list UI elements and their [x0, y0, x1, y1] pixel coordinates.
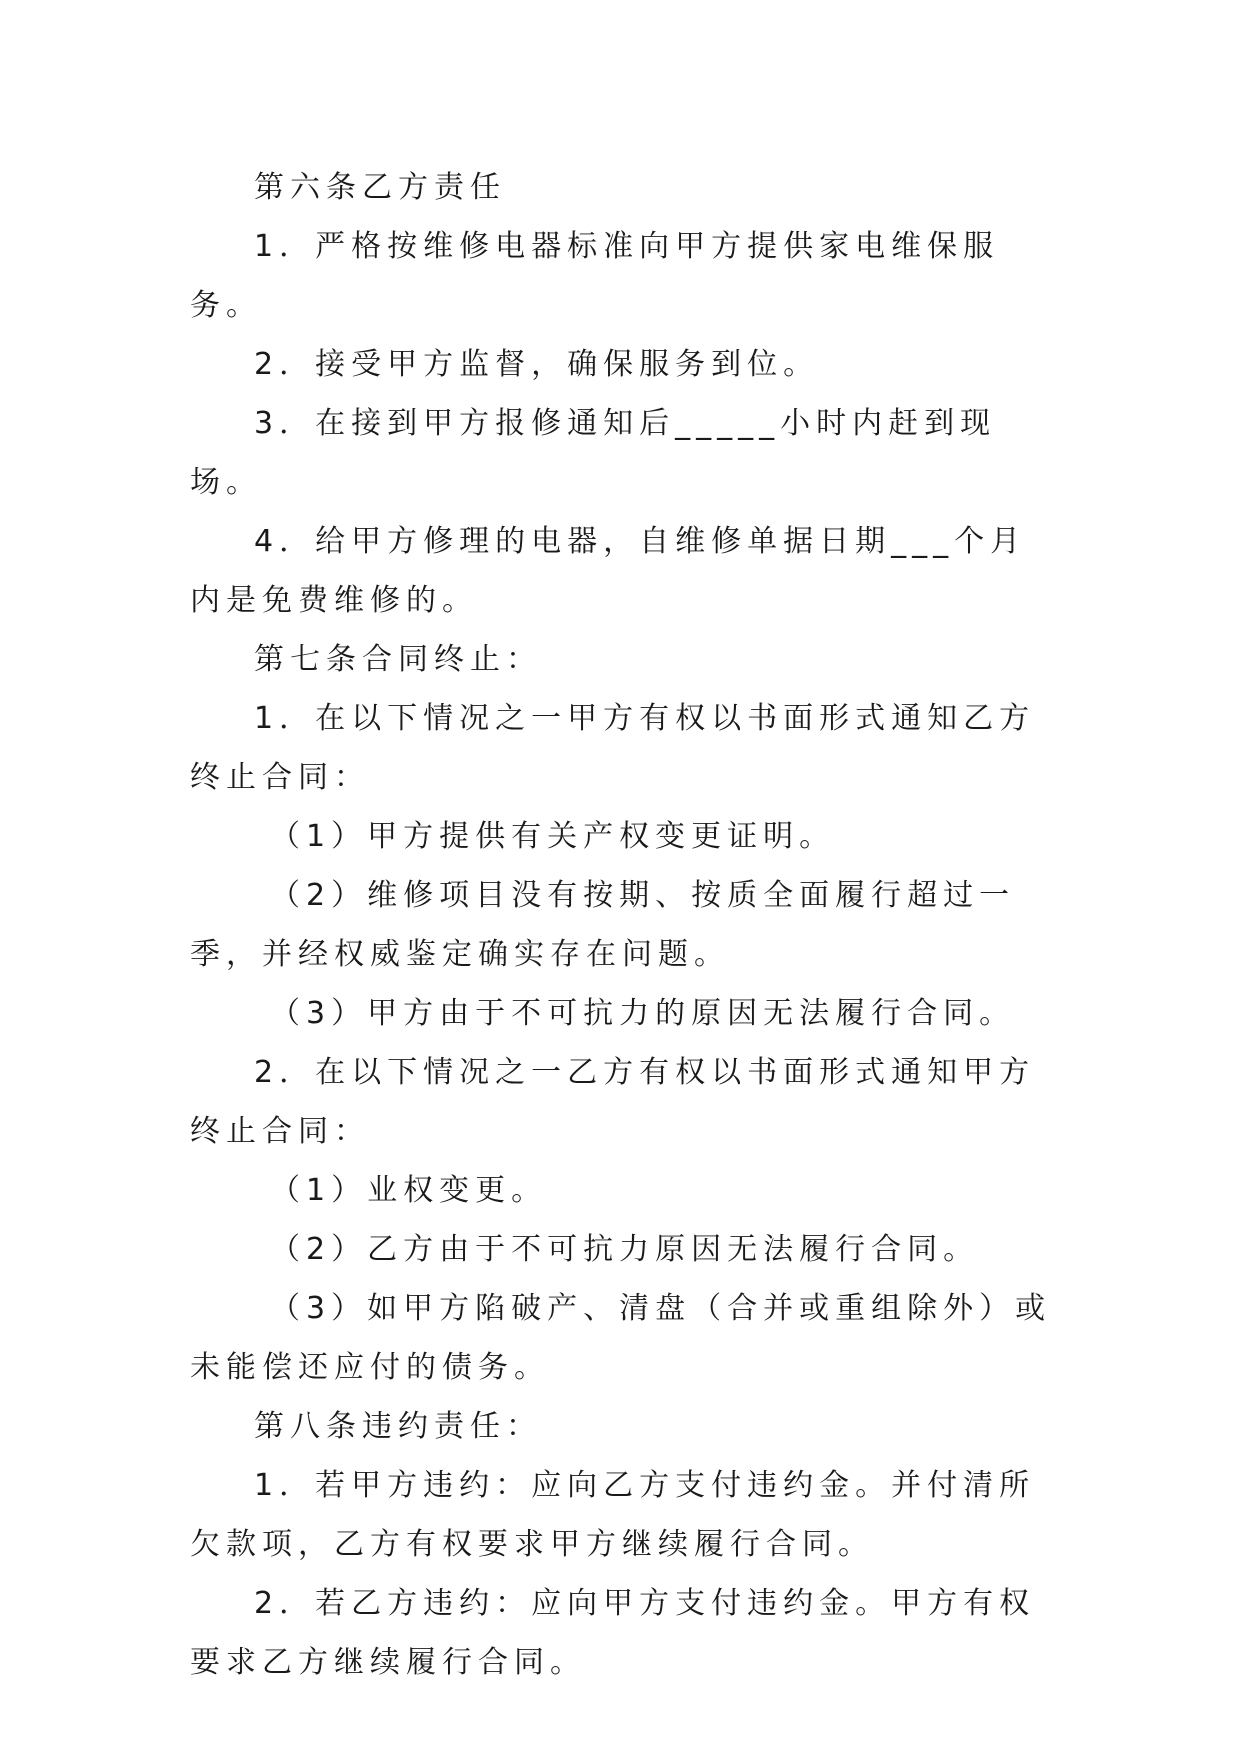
- article-7-item-2-sub-1: （1）业权变更。: [270, 1173, 548, 1208]
- article-7-heading: 第七条合同终止：: [254, 642, 542, 677]
- article-7-item-1-sub-2: （2）维修项目没有按期、按质全面履行超过一季，并经权威鉴定确实存在问题。: [190, 878, 1016, 972]
- article-8-item-2: 2．若乙方违约：应向甲方支付违约金。甲方有权要求乙方继续履行合同。: [190, 1586, 1036, 1680]
- article-6-item-4: 4．给甲方修理的电器，自维修单据日期___个月内是免费维修的。: [190, 524, 1027, 618]
- article-7-item-1-sub-1: （1）甲方提供有关产权变更证明。: [270, 819, 836, 854]
- article-7-item-1-sub-3: （3）甲方由于不可抗力的原因无法履行合同。: [270, 996, 1016, 1031]
- article-6-item-3: 3．在接到甲方报修通知后_____小时内赶到现场。: [190, 406, 997, 500]
- article-6-item-2: 2．接受甲方监督，确保服务到位。: [254, 347, 820, 382]
- article-6-item-1: 1．严格按维修电器标准向甲方提供家电维保服务。: [190, 229, 1000, 323]
- article-7-item-2: 2．在以下情况之一乙方有权以书面形式通知甲方终止合同：: [190, 1055, 1036, 1149]
- article-7-item-2-sub-3: （3）如甲方陷破产、清盘（合并或重组除外）或未能偿还应付的债务。: [190, 1291, 1052, 1385]
- article-7-item-1: 1．在以下情况之一甲方有权以书面形式通知乙方终止合同：: [190, 701, 1036, 795]
- article-8-item-1: 1．若甲方违约：应向乙方支付违约金。并付清所欠款项，乙方有权要求甲方继续履行合同。: [190, 1468, 1036, 1562]
- document-page: [190, 158, 1052, 1692]
- article-8-heading: 第八条违约责任：: [254, 1409, 542, 1444]
- article-7-item-2-sub-2: （2）乙方由于不可抗力原因无法履行合同。: [270, 1232, 980, 1267]
- article-6-heading: 第六条乙方责任: [254, 170, 506, 205]
